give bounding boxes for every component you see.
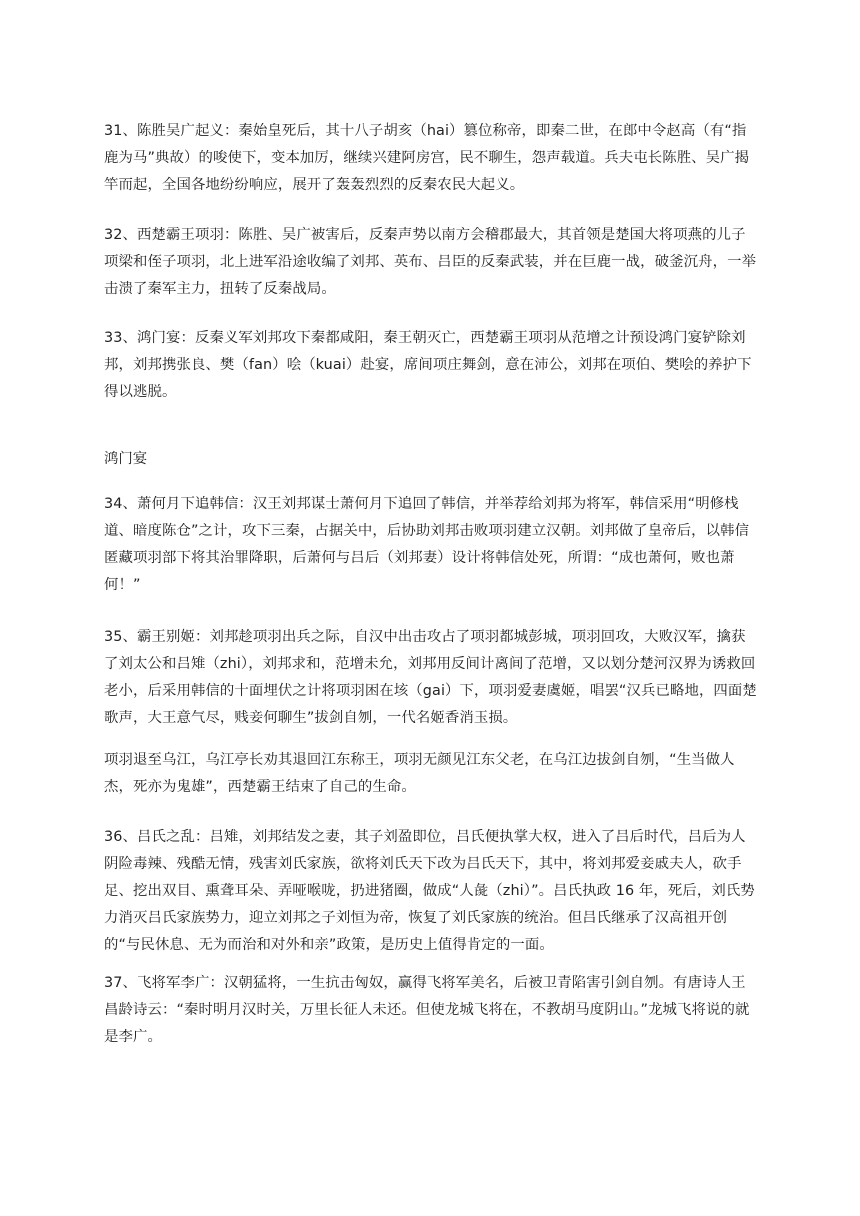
paragraph-xiang-yu-wu-river: 项羽退至乌江，乌江亭长劝其退回江东称王，项羽无颜见江东父老，在乌江边拔剑自刎，“生当做人杰，死亦为鬼雄”，西楚霸王结束了自己的生命。: [104, 752, 735, 795]
paragraph-33-hongmen-banquet: 33、鸿门宴：反秦义军刘邦攻下秦都咸阳，秦王朝灭亡，西楚霸王项羽从范增之计预设鸿门宴铲除刘邦，刘邦携张良、樊（fan）哙（kuai）赴宴，席间项庄舞剑，意在沛公，刘邦在项伯、樊哙的养护下得以逃脱。: [104, 330, 752, 400]
paragraph-31-chen-sheng-wu-guang: 31、陈胜吴广起义：秦始皇死后，其十八子胡亥（hai）篡位称帝，即秦二世，在郎中令赵高（有“指鹿为马”典故）的唆使下，变本加厉，继续兴建阿房宫，民不聊生，怨声载道。兵夫屯长陈胜、吴广揭竿而起，全国各地纷纷响应，展开了轰轰烈烈的反秦农民大起义。: [104, 123, 750, 193]
paragraph-35-farewell-my-concubine: 35、霸王别姬：刘邦趁项羽出兵之际，自汉中出击攻占了项羽都城彭城，项羽回攻，大败汉军，擒获了刘太公和吕雉（zhi），刘邦求和，范增未允，刘邦用反间计离间了范增，又以划分楚河汉界为诱救回老小，后采用韩信的十面埋伏之计将项羽困在垓（gai）下，项羽爱妻虞姬，唱罢“汉兵已略地，四面楚歌声，大王意气尽，贱妾何聊生”拔剑自刎，一代名姬香消玉损。: [104, 629, 757, 726]
paragraph-36-lu-clan-chaos: 36、吕氏之乱：吕雉，刘邦结发之妻，其子刘盈即位，吕氏便执掌大权，进入了吕后时代，吕后为人阴险毒辣、残酷无情，残害刘氏家族，欲将刘氏天下改为吕氏天下，其中，将刘邦爱妾戚夫人，砍手足、挖出双目、熏聋耳朵、弄哑喉咙，扔进猪圈，做成“人彘（zhi）”。吕氏执政 16 年，死后，刘氏势力消灭吕氏家族势力，迎立刘邦之子刘恒为帝，恢复了刘氏家族的统治。但吕氏继承了汉高祖开创的“与民休息、无为而治和对外和亲”政策，是历史上值得肯定的一面。: [104, 829, 755, 953]
section-heading-hongmen-banquet: 鸿门宴: [104, 451, 148, 467]
paragraph-37-li-guang: 37、飞将军李广：汉朝猛将，一生抗击匈奴，赢得飞将军美名，后被卫青陷害引剑自刎。有唐诗人王昌龄诗云：“秦时明月汉时关，万里长征人未还。但使龙城飞将在，不教胡马度阴山。”龙城飞将说的就是李广。: [104, 975, 750, 1045]
paragraph-34-xiao-he-han-xin: 34、萧何月下追韩信：汉王刘邦谋士萧何月下追回了韩信，并举荐给刘邦为将军，韩信采用“明修栈道、暗度陈仓”之计，攻下三秦，占据关中，后协助刘邦击败项羽建立汉朝。刘邦做了皇帝后，以韩信匿藏项羽部下将其治罪降职，后萧何与吕后（刘邦妻）设计将韩信处死，所谓：“成也萧何，败也萧何！”: [104, 496, 750, 593]
paragraph-32-xiang-yu: 32、西楚霸王项羽：陈胜、吴广被害后，反秦声势以南方会稽郡最大，其首领是楚国大将项燕的儿子项梁和侄子项羽，北上进军沿途收编了刘邦、英布、吕臣的反秦武装，并在巨鹿一战，破釜沉舟，一举击溃了秦军主力，扭转了反秦战局。: [104, 227, 757, 297]
